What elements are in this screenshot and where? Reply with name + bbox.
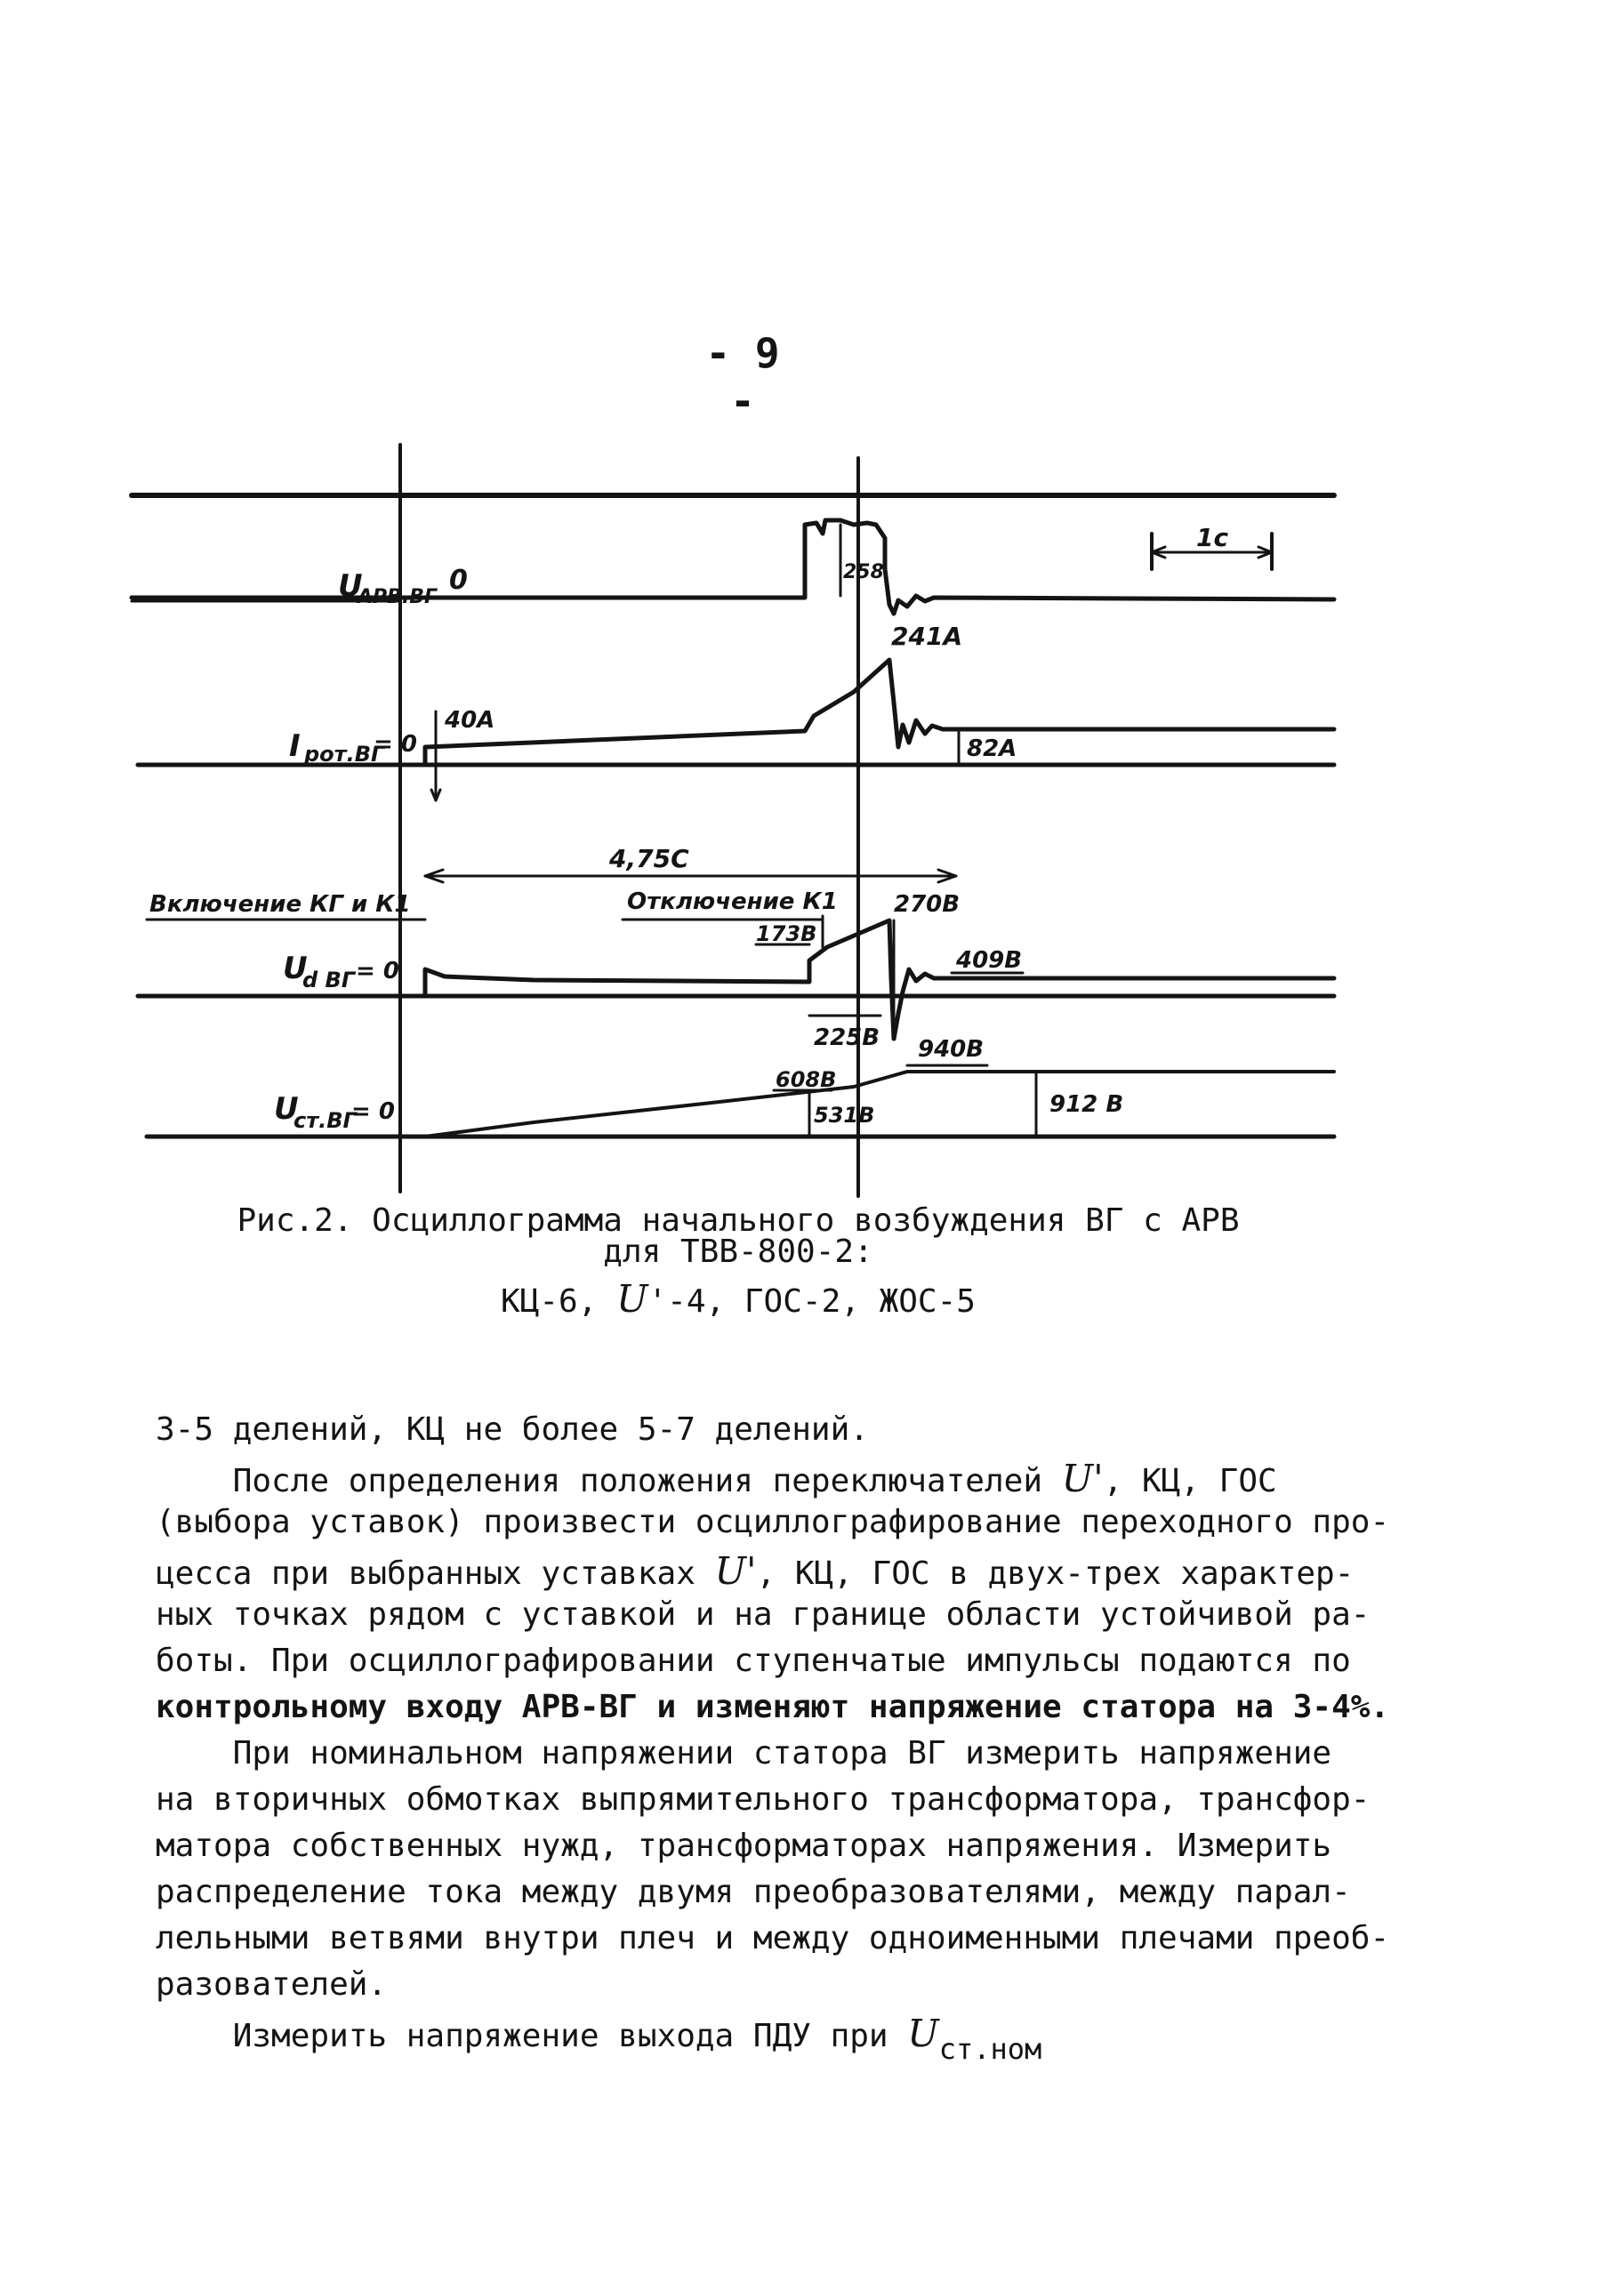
label-time-scale: 1с xyxy=(1196,523,1229,552)
label-u-st: U xyxy=(274,1091,299,1127)
body-line-6: боты. При осциллографировании ступенчатые импульсы подаются по xyxy=(156,1643,1351,1679)
svg-text:= 0: = 0 xyxy=(351,1098,395,1125)
svg-text:= 0: = 0 xyxy=(374,731,417,758)
svg-text:912 В: 912 В xyxy=(1049,1091,1124,1118)
svg-text:225В: 225В xyxy=(814,1024,880,1051)
body-line-3: (выбора уставок) произвести осциллографирование переходного про- xyxy=(156,1504,1390,1540)
page-number: - 9 - xyxy=(705,329,780,425)
svg-text:409В: 409В xyxy=(956,947,1023,974)
svg-text:рот.ВГ: рот.ВГ xyxy=(304,742,385,767)
svg-text:82А: 82А xyxy=(967,735,1017,762)
body-line-2: После определения положения переключателей U', КЦ, ГОС xyxy=(156,1457,1277,1500)
svg-text:173В: 173В xyxy=(756,921,817,946)
trace-u-st xyxy=(425,1072,1334,1137)
svg-text:940В: 940В xyxy=(918,1036,985,1063)
svg-text:241А: 241А xyxy=(891,622,963,651)
body-line-13: разователей. xyxy=(156,1966,388,2003)
svg-text:Включение КГ и К1: Включение КГ и К1 xyxy=(149,891,411,918)
trace-u-arv xyxy=(132,520,1334,614)
body-line-8: При номинальном напряжении статора ВГ измерить напряжение xyxy=(156,1735,1332,1772)
body-line-14: Измерить напряжение выхода ПДУ при Uст.ном xyxy=(156,2012,1042,2066)
body-line-12: лельными ветвями внутри плеч и между одноименными плечами преоб- xyxy=(156,1920,1390,1957)
body-line-5: ных точках рядом с уставкой и на границе области устойчивой ра- xyxy=(156,1596,1371,1633)
figure-caption-line1: Рис.2. Осциллограмма начального возбуждения ВГ с АРВ xyxy=(237,1202,1240,1239)
svg-text:258: 258 xyxy=(843,561,884,583)
body-line-10: матора собственных нужд, трансформаторах напряжения. Измерить xyxy=(156,1828,1332,1864)
svg-text:40А: 40А xyxy=(445,707,495,734)
figure-caption-line2: для ТВВ-800-2: xyxy=(603,1233,873,1270)
svg-text:608В: 608В xyxy=(776,1067,837,1092)
svg-text:АРВ.ВГ: АРВ.ВГ xyxy=(358,586,438,608)
svg-text:ст.ВГ: ст.ВГ xyxy=(293,1108,357,1133)
svg-text:4,75С: 4,75С xyxy=(609,844,689,873)
body-line-9: на вторичных обмотках выпрямительного трансформатора, трансфор- xyxy=(156,1781,1371,1818)
label-i-rot: I xyxy=(289,728,301,764)
body-line-11: распределение тока между двумя преобразователями, между парал- xyxy=(156,1874,1351,1910)
svg-text:531В: 531В xyxy=(814,1103,875,1128)
svg-text:270В: 270В xyxy=(894,891,961,918)
svg-text:d ВГ: d ВГ xyxy=(302,968,356,992)
trace-u-d xyxy=(425,920,1334,1039)
trace-i-rot xyxy=(425,660,1334,765)
label-u-d: U xyxy=(283,951,308,986)
svg-text:= 0: = 0 xyxy=(356,958,399,984)
label-u-arv: U xyxy=(338,568,363,604)
body-line-7: контрольному входу АРВ-ВГ и изменяют напряжение статора на 3-4%. xyxy=(156,1689,1390,1725)
figure-caption-line3: КЦ-6, U'-4, ГОС-2, ЖОС-5 xyxy=(501,1277,976,1321)
body-line-1: 3-5 делений, КЦ не более 5-7 делений. xyxy=(156,1411,869,1448)
body-line-4: цесса при выбранных уставках U', КЦ, ГОС в двух-трех характер- xyxy=(156,1549,1355,1593)
svg-text:Отключение К1: Отключение К1 xyxy=(627,888,838,915)
svg-text:0: 0 xyxy=(449,565,468,596)
